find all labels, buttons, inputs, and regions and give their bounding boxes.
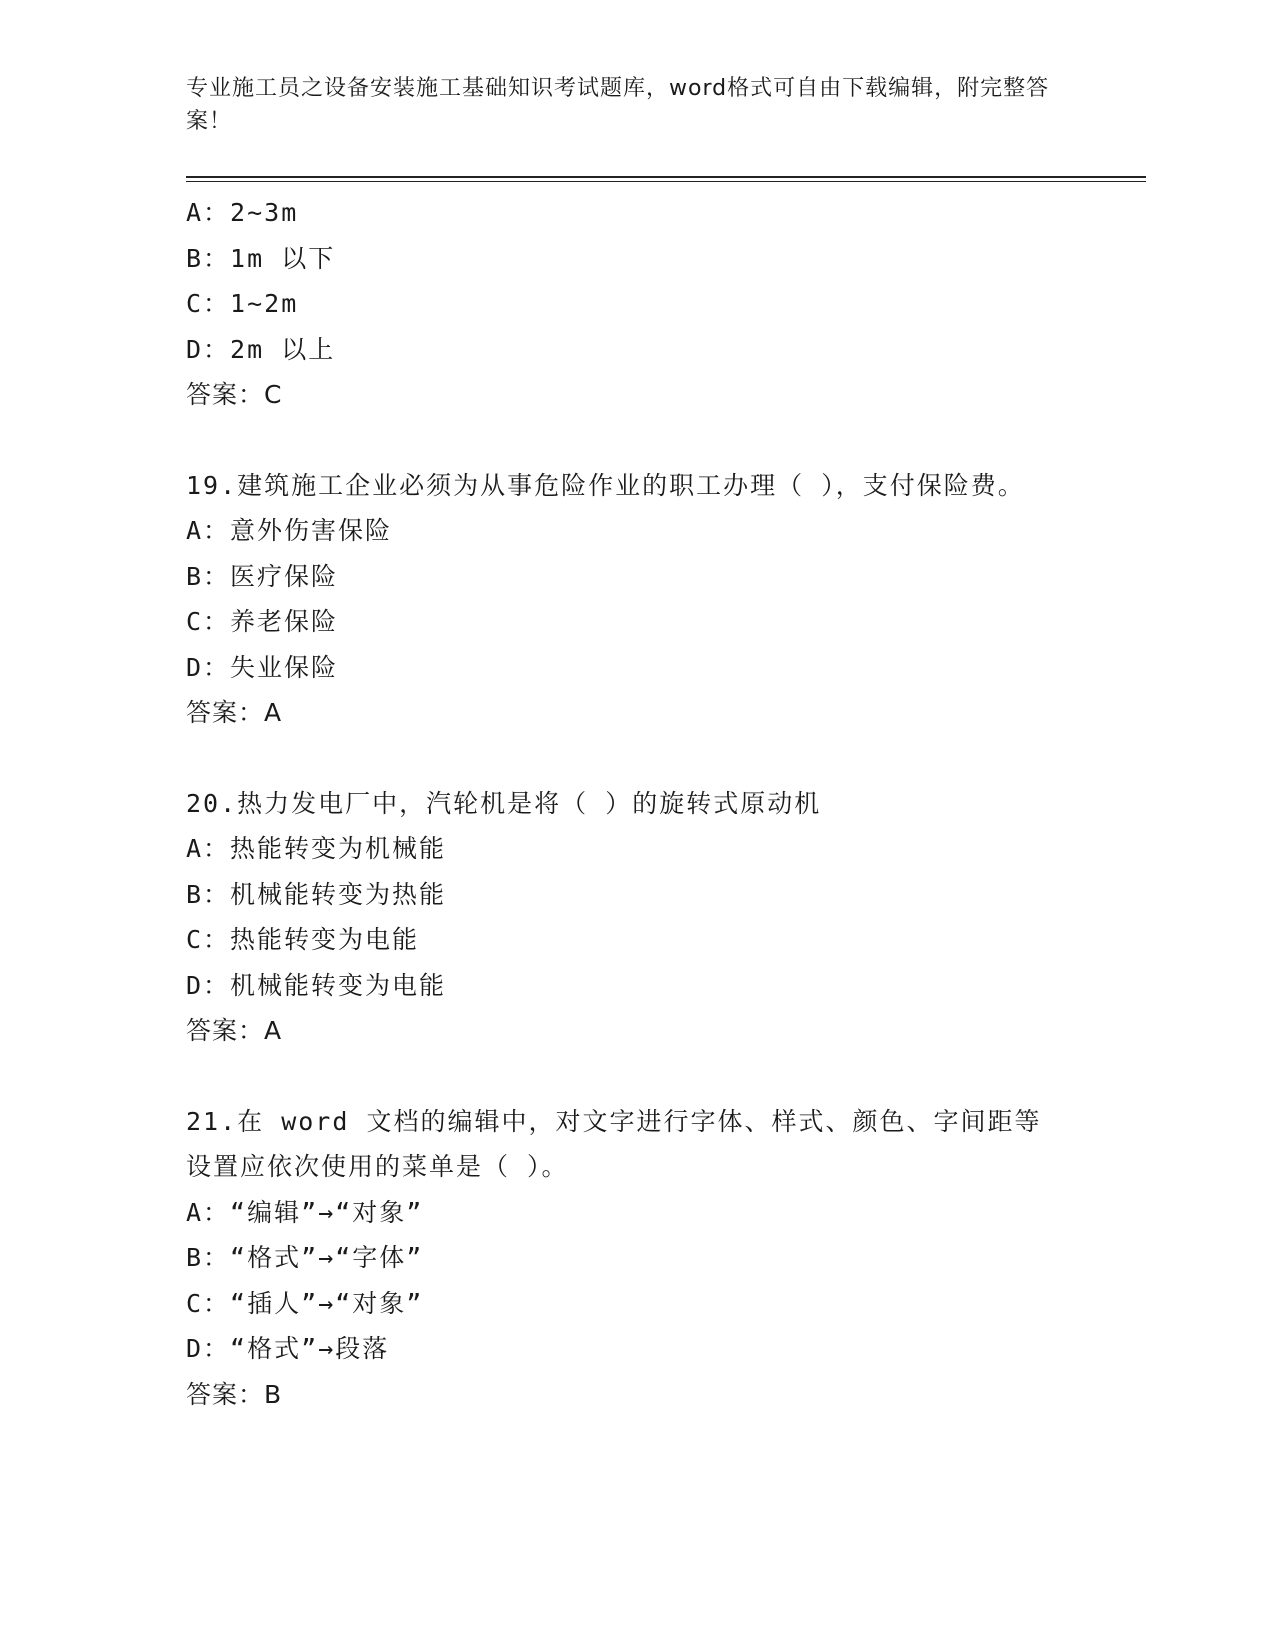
option-b: B：医疗保险: [186, 561, 339, 591]
question-20: [186, 781, 1086, 1054]
option-c: C：养老保险: [186, 607, 339, 636]
answer-line: 答案：B: [186, 1379, 283, 1409]
option-b: B：1m 以下: [186, 243, 336, 273]
option-a: A：意外伤害保险: [186, 516, 393, 545]
header-rule-thick: [186, 176, 1146, 178]
question-stem: 19.建筑施工企业必须为从事危险作业的职工办理（ ），支付保险费。: [186, 470, 1025, 500]
option-c: C：热能转变为电能: [186, 925, 420, 954]
answer-line: 答案：A: [186, 1016, 283, 1045]
option-d: D：2m 以上: [186, 334, 336, 364]
question-stem: 20.热力发电厂中，汽轮机是将（ ）的旋转式原动机: [186, 788, 822, 818]
option-a: A：热能转变为机械能: [186, 834, 447, 863]
header-rule-thin: [186, 181, 1146, 182]
option-a: A：2~3m: [186, 198, 299, 227]
question-stem: 21.在 word 文档的编辑中，对文字进行字体、样式、颜色、字间距等设置应依次使用的菜单是（ ）。: [186, 1106, 1042, 1181]
option-c: C：1~2m: [186, 289, 299, 318]
page-header: 专业施工员之设备安装施工基础知识考试题库，word格式可自由下载编辑，附完整答案！: [186, 76, 1050, 134]
question-21: [186, 1099, 1086, 1418]
option-a: A：“编辑”→“对象”: [186, 1197, 424, 1227]
option-d: D：失业保险: [186, 652, 339, 682]
question-list: [186, 190, 1086, 1417]
question-19: [186, 463, 1086, 736]
answer-line: 答案：C: [186, 380, 283, 409]
option-b: B：机械能转变为热能: [186, 879, 447, 909]
option-d: D：机械能转变为电能: [186, 970, 447, 1000]
option-c: C：“插人”→“对象”: [186, 1288, 424, 1318]
option-b: B：“格式”→“字体”: [186, 1243, 424, 1272]
question-18-continuation: [186, 190, 1086, 418]
answer-line: 答案：A: [186, 698, 283, 727]
option-d: D：“格式”→段落: [186, 1334, 390, 1363]
